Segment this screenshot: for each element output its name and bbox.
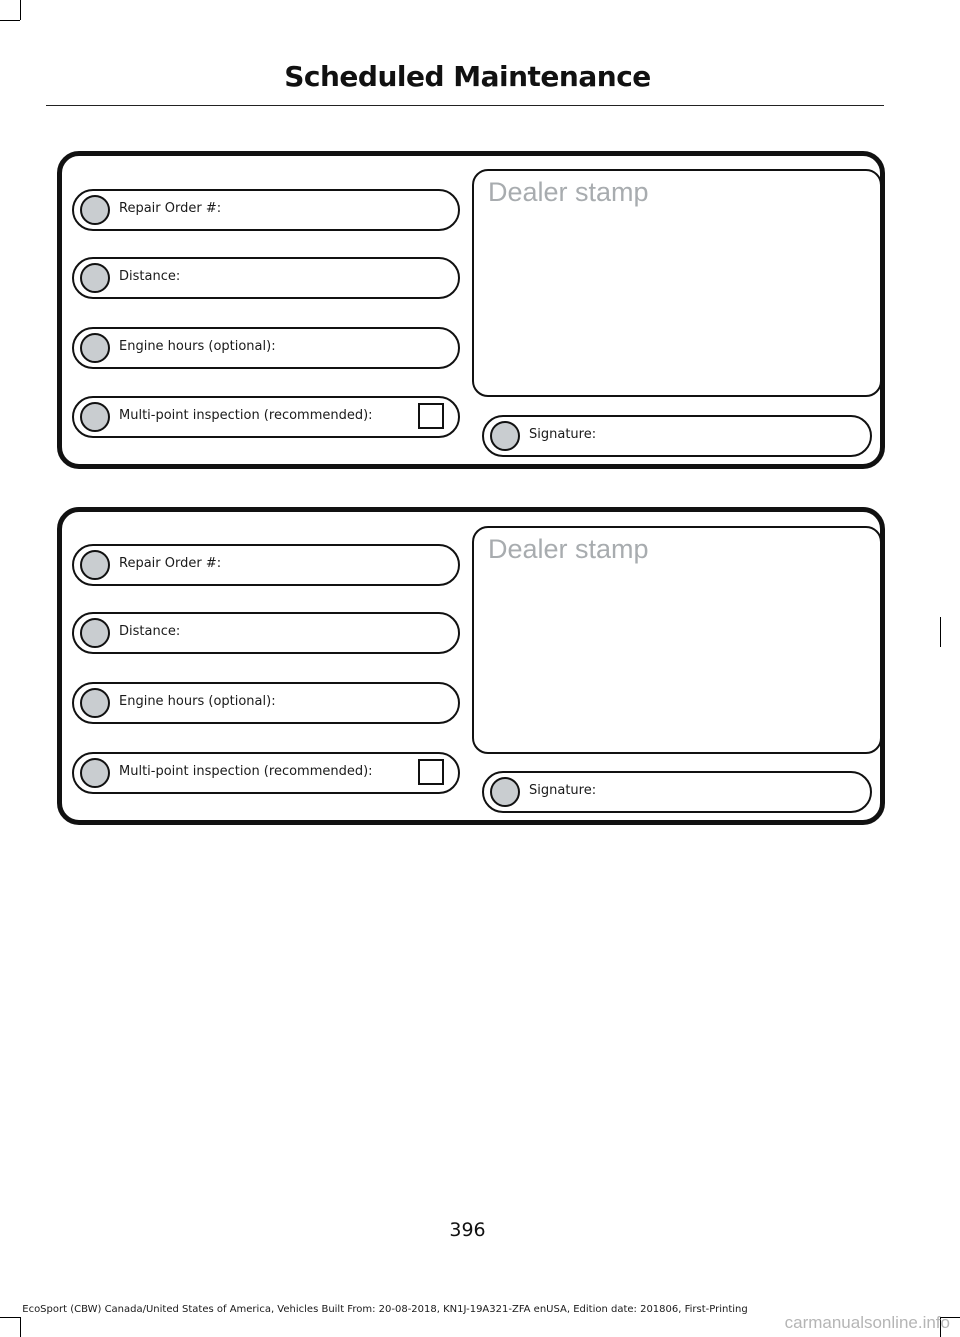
circle-icon	[80, 618, 110, 648]
repair-order-label: Repair Order #:	[119, 556, 222, 571]
circle-icon	[80, 402, 110, 432]
engine-hours-field[interactable]	[72, 682, 460, 724]
signature-label: Signature:	[529, 427, 597, 442]
dealer-stamp-box	[472, 169, 882, 397]
engine-hours-label: Engine hours (optional):	[119, 694, 276, 709]
distance-label: Distance:	[119, 269, 181, 284]
inspection-checkbox[interactable]	[418, 759, 444, 785]
inspection-label: Multi-point inspection (recommended):	[119, 408, 373, 423]
inspection-field	[72, 396, 460, 438]
inspection-field	[72, 752, 460, 794]
inspection-label: Multi-point inspection (recommended):	[119, 764, 373, 779]
circle-icon	[80, 195, 110, 225]
distance-field[interactable]	[72, 257, 460, 299]
title-divider	[46, 105, 884, 106]
circle-icon	[80, 333, 110, 363]
dealer-stamp-label: Dealer stamp	[488, 177, 649, 207]
repair-order-field[interactable]	[72, 544, 460, 586]
circle-icon	[80, 688, 110, 718]
circle-icon	[490, 777, 520, 807]
crop-mark	[940, 617, 941, 647]
page-title: Scheduled Maintenance	[284, 60, 651, 93]
crop-mark	[20, 0, 21, 20]
edition-footer: EcoSport (CBW) Canada/United States of America, Vehicles Built From: 20-08-2018, KN1J-19A321-ZFA enUSA, Edition date: 201806, First-Printing	[22, 1304, 748, 1315]
circle-icon	[490, 421, 520, 451]
engine-hours-label: Engine hours (optional):	[119, 339, 276, 354]
signature-label: Signature:	[529, 783, 597, 798]
distance-field[interactable]	[72, 612, 460, 654]
dealer-stamp-box	[472, 526, 882, 754]
circle-icon	[80, 263, 110, 293]
circle-icon	[80, 758, 110, 788]
dealer-stamp-label: Dealer stamp	[488, 534, 649, 564]
inspection-checkbox[interactable]	[418, 403, 444, 429]
signature-field[interactable]	[482, 771, 872, 813]
repair-order-field[interactable]	[72, 189, 460, 231]
maintenance-record-card	[57, 151, 885, 469]
engine-hours-field[interactable]	[72, 327, 460, 369]
crop-mark	[0, 1317, 20, 1318]
crop-mark	[20, 1317, 21, 1337]
repair-order-label: Repair Order #:	[119, 201, 222, 216]
watermark: carmanualsonline.info	[784, 1313, 950, 1332]
crop-mark	[0, 20, 20, 21]
signature-field[interactable]	[482, 415, 872, 457]
distance-label: Distance:	[119, 624, 181, 639]
circle-icon	[80, 550, 110, 580]
maintenance-record-card	[57, 507, 885, 825]
page-number: 396	[449, 1219, 486, 1241]
